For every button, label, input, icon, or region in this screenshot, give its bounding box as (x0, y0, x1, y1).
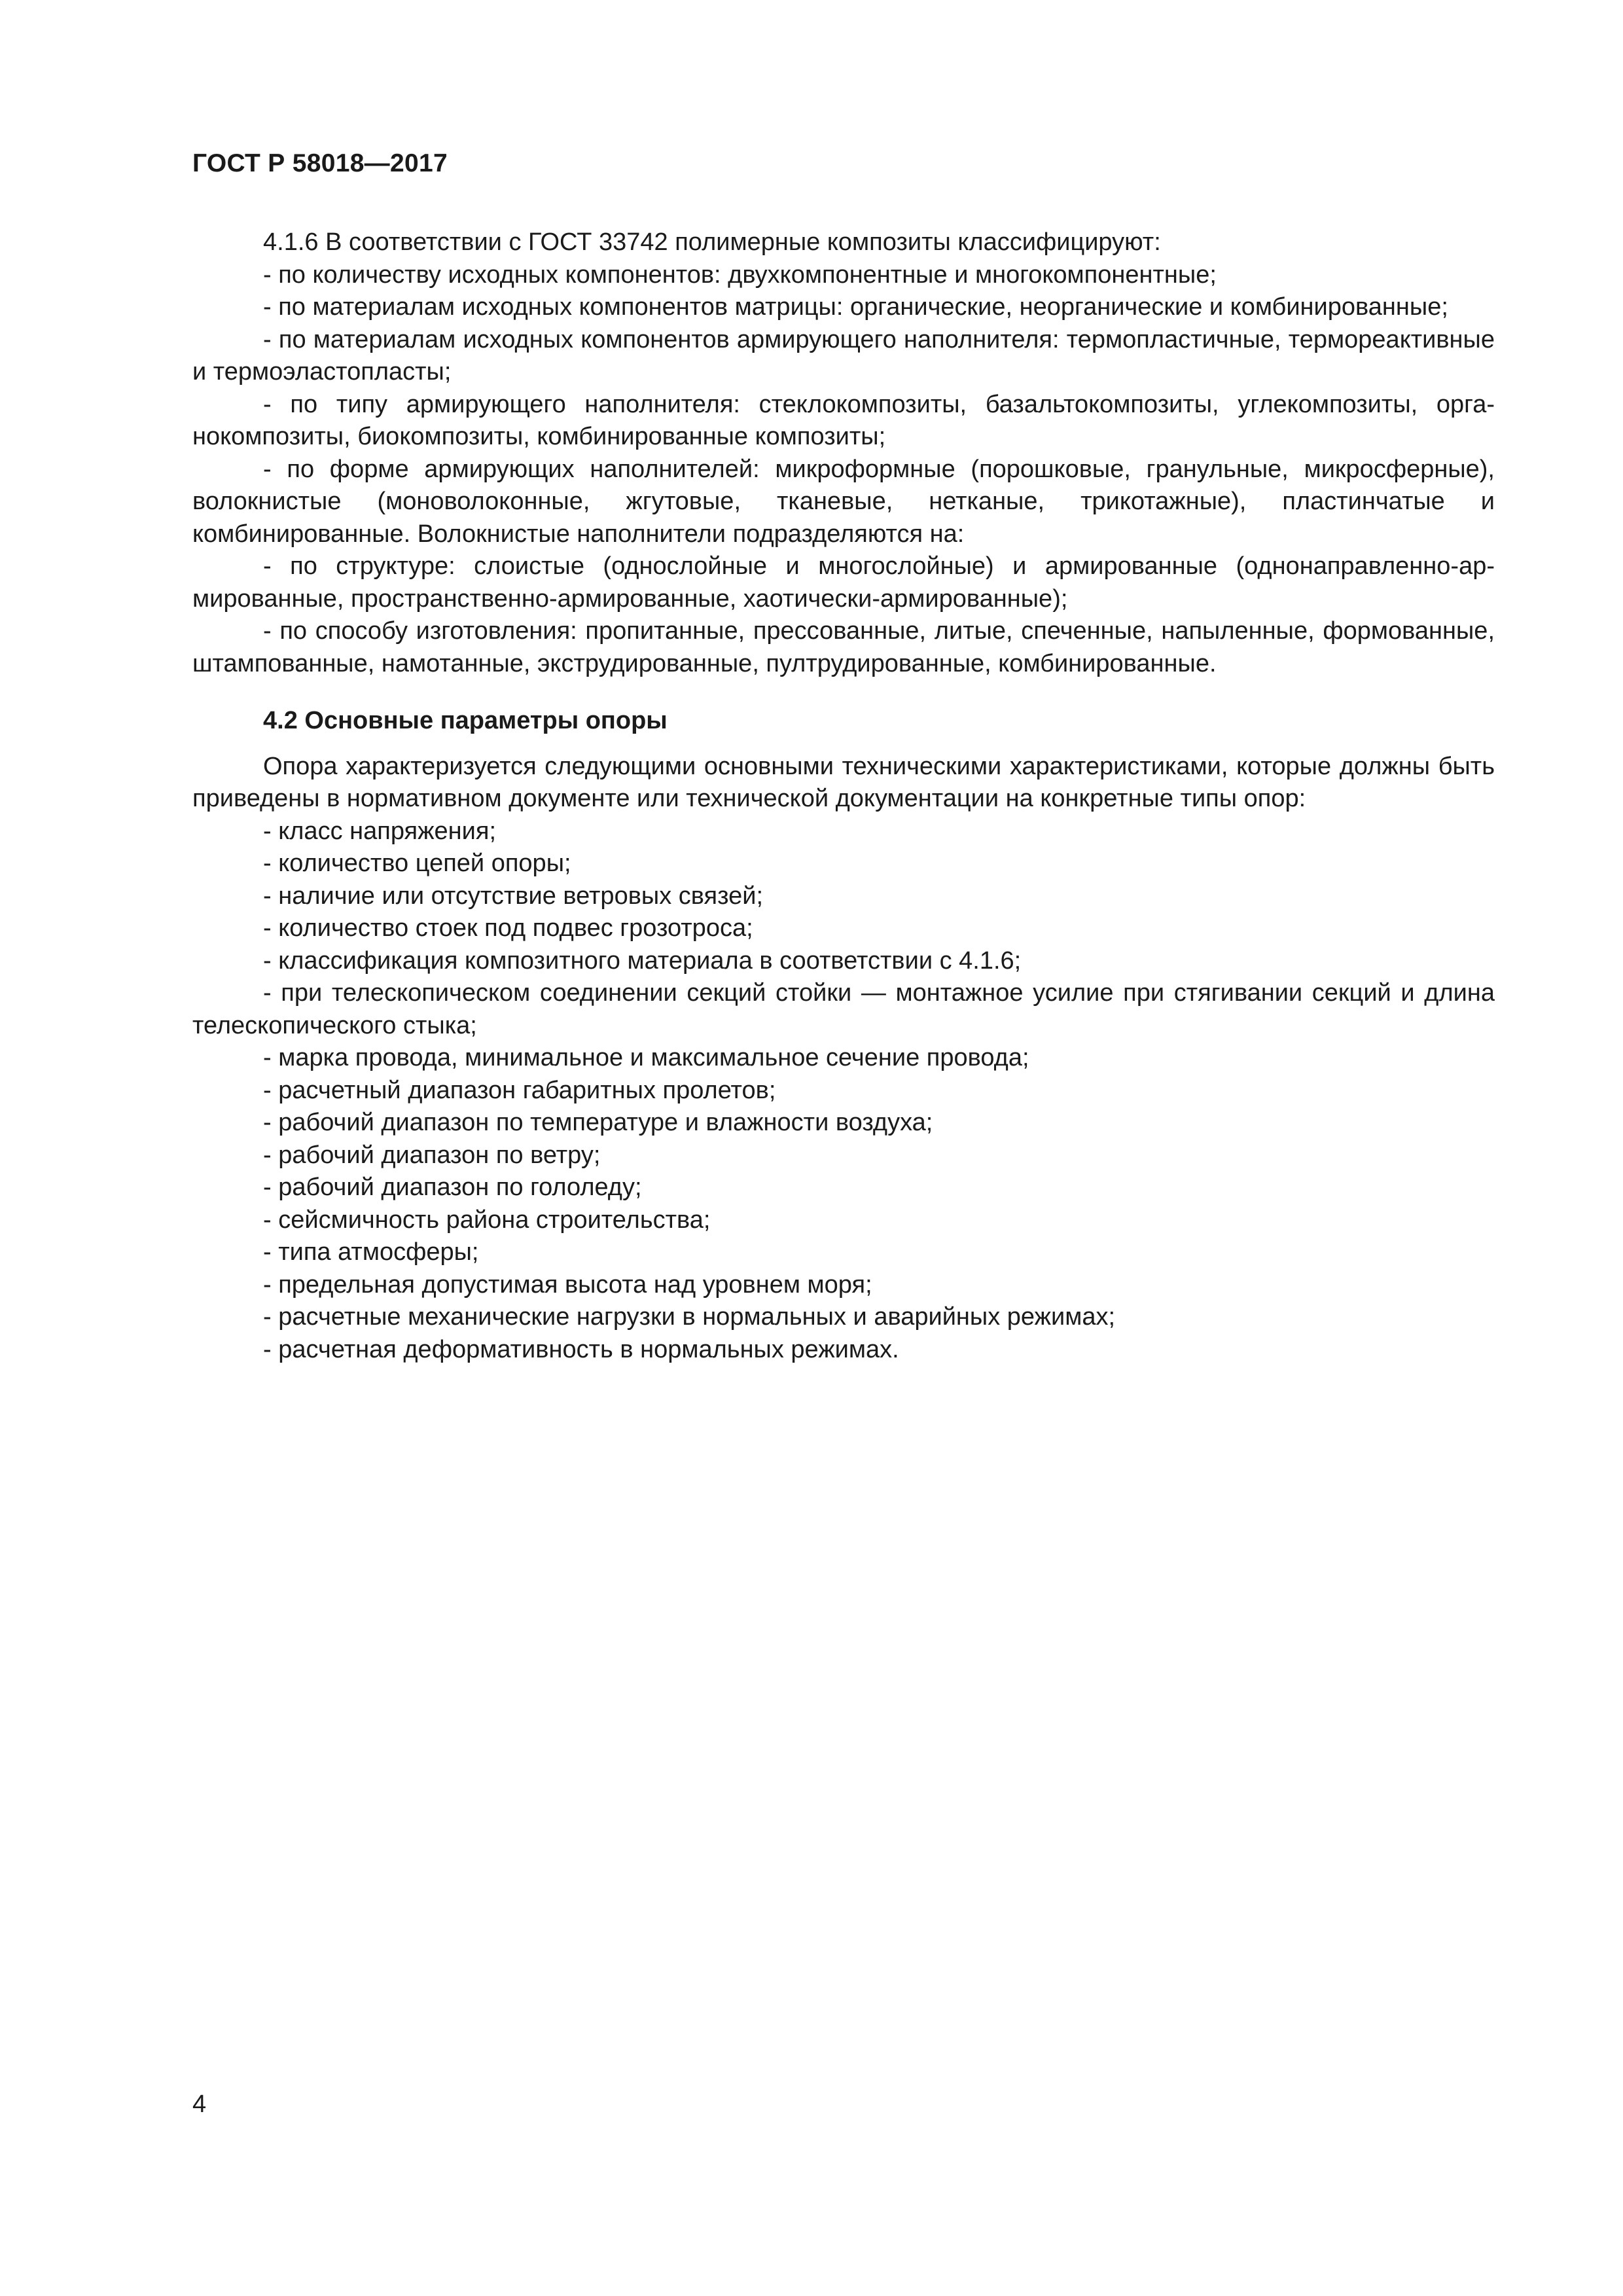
parameter-item: - сейсмичность района строительства; (263, 1206, 711, 1234)
parameter-item: - расчетный диапазон габаритных пролетов; (263, 1076, 776, 1104)
document-body (192, 226, 1495, 1366)
classification-item: - по материалам исходных компонентов матрицы: органические, неорганические и комбинированные; (263, 293, 1448, 321)
parameter-item: - наличие или отсутствие ветровых связей; (263, 882, 764, 910)
parameter-item: - марка провода, минимальное и максимальное сечение провода; (263, 1044, 1029, 1071)
section-intro: Опора характеризуется следующими основными техническими характеристиками, которые должны быть приведены в нормативном документе или технической документации на конкретные типы опор: (192, 752, 1495, 812)
classification-item: - по типу армирующего наполнителя: стеклокомпозиты, базальтокомпозиты, углекомпозиты, органокомпозиты, биокомпозиты, комбинированные композиты; (192, 390, 1495, 450)
classification-item: - по форме армирующих наполнителей: микроформные (порошковые, гранульные, микросферные), волокнистые (моноволоконные, жгутовые, тканевые, нетканые, трикотажные), пластинчатые и комбинированные. Волокнистые наполнители подразделяются на: (192, 455, 1495, 548)
parameter-item: - рабочий диапазон по гололеду; (263, 1174, 642, 1201)
parameter-item: - количество стоек под подвес грозотроса; (263, 914, 753, 942)
parameter-item: - количество цепей опоры; (263, 850, 571, 877)
classification-item: - по количеству исходных компонентов: двухкомпонентные и многокомпонентные; (263, 260, 1217, 289)
parameter-item: - предельная допустимая высота над уровнем моря; (263, 1270, 872, 1299)
parameter-item: - при телескопическом соединении секций стойки — монтажное усилие при стягивании секций и длина телескопического стыка; (192, 979, 1495, 1039)
parameter-item: - классификация композитного материала в соответствии с 4.1.6; (263, 946, 1022, 975)
classification-item: - по материалам исходных компонентов армирующего наполнителя: термопластичные, термореактивные и термоэластопласты; (192, 325, 1495, 386)
parameter-item: - класс напряжения; (263, 817, 497, 845)
parameter-item: - расчетная деформативность в нормальных режимах. (263, 1335, 899, 1363)
parameter-item: - типа атмосферы; (263, 1238, 479, 1266)
page-number: 4 (192, 2090, 207, 2118)
parameter-item: - рабочий диапазон по температуре и влажности воздуха; (263, 1109, 933, 1136)
classification-item: - по способу изготовления: пропитанные, прессованные, литые, спеченные, напыленные, формованные, штампованные, намотанные, экструдированные, пултрудированные, комбинированные. (192, 617, 1495, 677)
parameter-item: - рабочий диапазон по ветру; (263, 1141, 601, 1169)
parameter-item: - расчетные механические нагрузки в нормальных и аварийных режимах; (263, 1303, 1116, 1331)
classification-item: - по структуре: слоистые (однослойные и многослойные) и армированные (однонаправленно-армированные, пространственно-армированные, хаотически-армированные); (192, 552, 1495, 613)
paragraph-4-1-6: 4.1.6 В соответствии с ГОСТ 33742 полимерные композиты классифицируют: (263, 228, 1161, 256)
section-title-4-2: 4.2 Основные параметры опоры (263, 707, 668, 734)
document-code-header: ГОСТ Р 58018—2017 (192, 149, 448, 177)
